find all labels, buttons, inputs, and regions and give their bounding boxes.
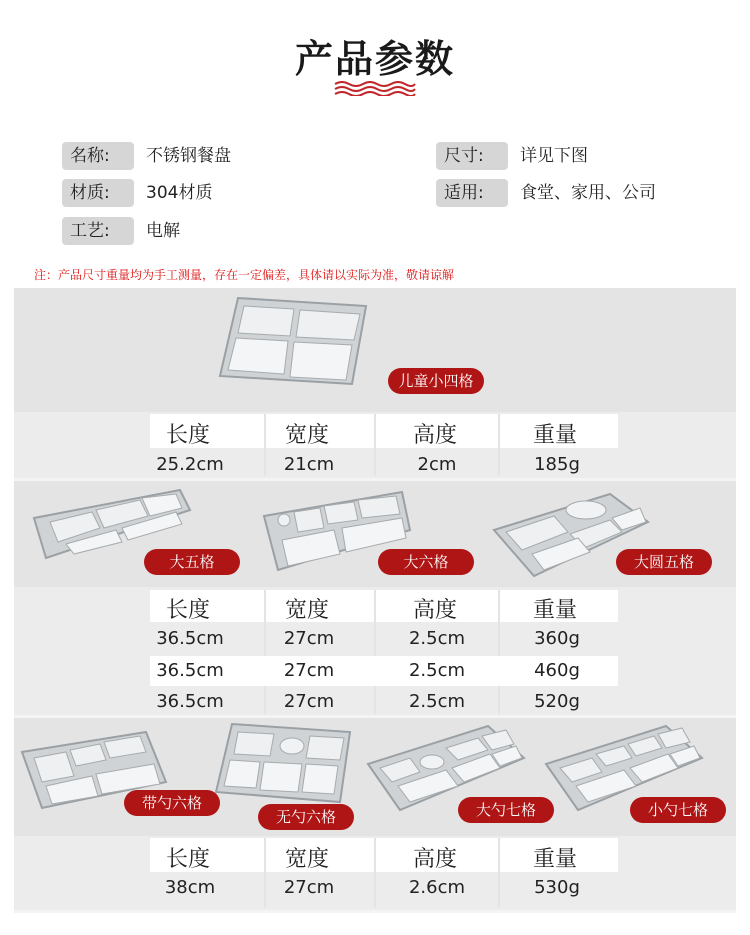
header-weight: 重量 xyxy=(532,847,577,872)
product-badge-kids-4: 儿童小四格 xyxy=(388,368,484,394)
product-badge-large-round-5: 大圆五格 xyxy=(616,549,712,575)
header-width: 宽度 xyxy=(284,423,329,448)
header-weight: 重量 xyxy=(532,423,577,448)
table-cell: 27cm xyxy=(283,628,335,649)
product-badge-spoon-6: 带勺六格 xyxy=(124,790,220,816)
table-cell: 36.5cm xyxy=(156,628,224,649)
disclaimer-note: 注：产品尺寸重量均为手工测量，存在一定偏差，具体请以实际为准，敬请谅解 xyxy=(34,268,455,282)
table-cell: 520g xyxy=(534,691,580,712)
wave-decoration xyxy=(333,80,417,96)
table-cell: 36.5cm xyxy=(156,691,224,712)
table-cell: 25.2cm xyxy=(156,454,224,475)
product-badge-large-spoon-7: 大勺七格 xyxy=(458,797,554,823)
table-cell: 27cm xyxy=(283,877,335,898)
product-badge-small-spoon-7: 小勺七格 xyxy=(630,797,726,823)
table-cell: 21cm xyxy=(283,454,335,475)
header-height: 高度 xyxy=(412,598,457,623)
usage-value: 食堂、家用、公司 xyxy=(520,183,656,203)
name-label: 名称: xyxy=(62,142,134,170)
table-cell: 360g xyxy=(534,628,580,649)
table-cell: 2cm xyxy=(417,454,457,475)
header-height: 高度 xyxy=(412,847,457,872)
table-cell: 2.6cm xyxy=(408,877,466,898)
material-value: 304材质 xyxy=(146,183,213,203)
process-label: 工艺: xyxy=(62,217,134,245)
process-value: 电解 xyxy=(146,221,180,241)
product-badge-large-6: 大六格 xyxy=(378,549,474,575)
size-value: 详见下图 xyxy=(520,146,588,166)
header-width: 宽度 xyxy=(284,598,329,623)
product-badge-no-spoon-6: 无勺六格 xyxy=(258,804,354,830)
tray-image-no-spoon-6 xyxy=(214,722,354,804)
header-height: 高度 xyxy=(412,423,457,448)
header-weight: 重量 xyxy=(532,598,577,623)
table-cell: 38cm xyxy=(164,877,216,898)
table-cell: 2.5cm xyxy=(408,628,466,649)
header-width: 宽度 xyxy=(284,847,329,872)
usage-label: 适用: xyxy=(436,179,508,207)
table-cell: 36.5cm xyxy=(156,660,224,681)
table-cell: 460g xyxy=(534,660,580,681)
material-label: 材质: xyxy=(62,179,134,207)
product-badge-large-5: 大五格 xyxy=(144,549,240,575)
header-length: 长度 xyxy=(165,423,210,448)
header-length: 长度 xyxy=(165,847,210,872)
table-cell: 2.5cm xyxy=(408,660,466,681)
section1-image-panel xyxy=(14,288,736,412)
table-cell: 27cm xyxy=(283,660,335,681)
tray-image-4-compartment xyxy=(214,296,374,386)
size-label: 尺寸: xyxy=(436,142,508,170)
table-cell: 27cm xyxy=(283,691,335,712)
header-length: 长度 xyxy=(165,598,210,623)
table-cell: 530g xyxy=(534,877,580,898)
table-cell: 2.5cm xyxy=(408,691,466,712)
name-value: 不锈钢餐盘 xyxy=(146,146,231,166)
page-title: 产品参数 xyxy=(294,37,455,81)
table-cell: 185g xyxy=(534,454,580,475)
